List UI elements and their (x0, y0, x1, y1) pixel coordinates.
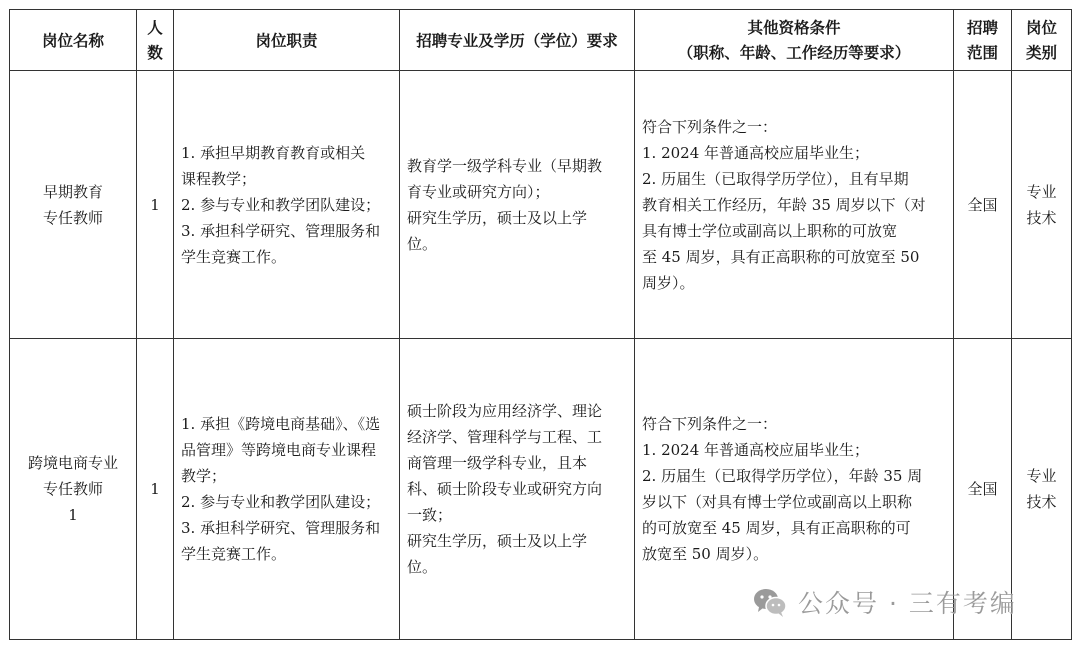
recruitment-table (9, 9, 1072, 640)
cell-position-name: 早期教育 专任教师 (10, 71, 137, 339)
cell-other-conditions: 符合下列条件之一： 1. 2024 年普通高校应届毕业生； 2. 历届生（已取得学历学位），年龄 35 周 岁以下（对具有博士学位或副高以上职称 的可放宽至 45 周岁，具有正高职称的可 放宽至 50 周岁）。 (635, 339, 954, 640)
cell-position-name: 跨境电商专业 专任教师 1 (10, 339, 137, 640)
cell-scope: 全国 (954, 339, 1012, 640)
header-scope: 招聘 范围 (954, 10, 1012, 71)
cell-count: 1 (137, 339, 174, 640)
wechat-icon (752, 584, 788, 620)
cell-category: 专业 技术 (1012, 339, 1072, 640)
header-category: 岗位 类别 (1012, 10, 1072, 71)
cell-major-degree: 教育学一级学科专业（早期教 育专业或研究方向）； 研究生学历，硕士及以上学 位。 (400, 71, 635, 339)
watermark-text: 公众号 · 三有考编 (798, 589, 1017, 618)
cell-major-degree: 硕士阶段为应用经济学、理论 经济学、管理科学与工程、工 商管理一级学科专业，且本 科、硕士阶段专业或研究方向 一致； 研究生学历，硕士及以上学 位。 (400, 339, 635, 640)
cell-category: 专业 技术 (1012, 71, 1072, 339)
header-row (10, 10, 1072, 71)
header-position-name: 岗位名称 (10, 10, 137, 71)
cell-other-conditions: 符合下列条件之一： 1. 2024 年普通高校应届毕业生； 2. 历届生（已取得学历学位），且有早期 教育相关工作经历，年龄 35 周岁以下（对 具有博士学位或副高以上职称的可放宽 至 45 周岁，具有正高职称的可放宽至 50 周岁）。 (635, 71, 954, 339)
header-duties: 岗位职责 (174, 10, 400, 71)
table-row (10, 71, 1072, 339)
header-other-conditions: 其他资格条件 （职称、年龄、工作经历等要求） (635, 10, 954, 71)
cell-count: 1 (137, 71, 174, 339)
cell-duties: 1. 承担《跨境电商基础》、《选 品管理》等跨境电商专业课程 教学； 2. 参与专业和教学团队建设； 3. 承担科学研究、管理服务和 学生竞赛工作。 (174, 339, 400, 640)
watermark (752, 584, 1017, 620)
cell-scope: 全国 (954, 71, 1012, 339)
header-major-degree: 招聘专业及学历（学位）要求 (400, 10, 635, 71)
cell-duties: 1. 承担早期教育教育或相关 课程教学； 2. 参与专业和教学团队建设； 3. 承担科学研究、管理服务和 学生竞赛工作。 (174, 71, 400, 339)
header-count: 人 数 (137, 10, 174, 71)
